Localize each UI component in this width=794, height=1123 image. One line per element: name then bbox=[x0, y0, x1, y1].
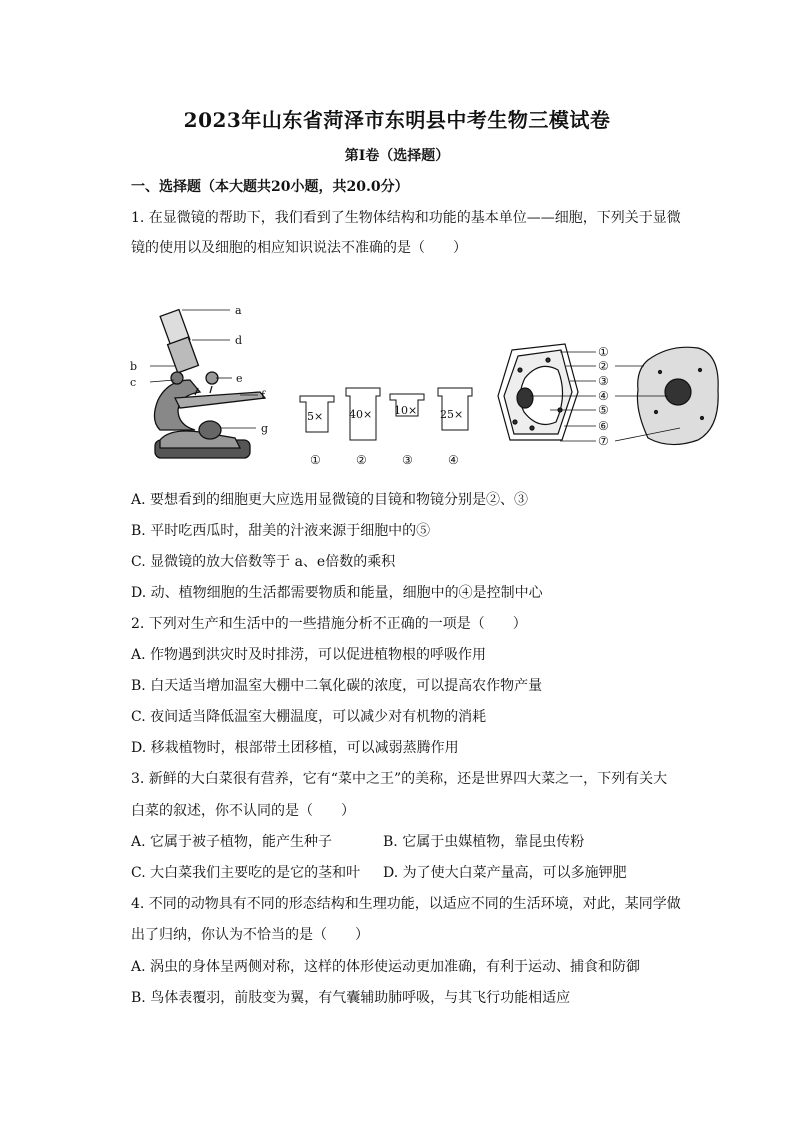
q3-stem-line1: 3. 新鲜的大白菜很有营养，它有“菜中之王”的美称，还是世界四大菜之一，下列有关大 bbox=[131, 771, 668, 787]
exam-title: 2023年山东省菏泽市东明县中考生物三模试卷 bbox=[183, 108, 611, 132]
svg-text:①: ① bbox=[310, 453, 321, 467]
microscope-label-f: f bbox=[261, 389, 266, 402]
animal-cell-illustration bbox=[615, 347, 718, 444]
lens-3 bbox=[390, 394, 424, 467]
q1-figure bbox=[120, 300, 740, 470]
lens-2 bbox=[346, 388, 380, 467]
q4-stem-line1: 4. 不同的动物具有不同的形态结构和生理功能，以适应不同的生活环境，对此，某同学做 bbox=[131, 896, 681, 912]
microscope-label-c: c bbox=[130, 376, 137, 389]
q3-option-a: A. 它属于被子植物，能产生种子 bbox=[131, 834, 333, 850]
microscope-illustration bbox=[154, 310, 265, 458]
microscope-label-d: d bbox=[235, 334, 243, 347]
cell-label-1: ① bbox=[598, 345, 609, 359]
q1-option-b: B. 平时吃西瓜时，甜美的汁液来源于细胞中的⑤ bbox=[131, 523, 431, 539]
q1-stem-line2: 镜的使用以及细胞的相应知识说法不准确的是（ ） bbox=[131, 240, 467, 256]
cell-label-4: ④ bbox=[598, 389, 609, 403]
cell-label-2: ② bbox=[598, 359, 609, 373]
q2-option-a: A. 作物遇到洪灾时及时排涝，可以促进植物根的呼吸作用 bbox=[131, 647, 487, 663]
q3-option-b: B. 它属于虫媒植物，靠昆虫传粉 bbox=[383, 834, 585, 850]
microscope-label-b: b bbox=[130, 360, 138, 373]
svg-text:④: ④ bbox=[448, 453, 459, 467]
cell-label-7: ⑦ bbox=[598, 434, 609, 448]
microscope-label-a: a bbox=[235, 304, 242, 317]
microscope-label-g: g bbox=[261, 422, 269, 435]
q4-stem-line2: 出了归纳，你认为不恰当的是（ ） bbox=[131, 927, 369, 943]
q3-option-c: C. 大白菜我们主要吃的是它的茎和叶 bbox=[131, 865, 361, 881]
svg-text:②: ② bbox=[356, 453, 367, 467]
section-heading: 一、选择题（本大题共20小题，共20.0分） bbox=[131, 179, 409, 195]
q3-stem-line2: 白菜的叙述，你不认同的是（ ） bbox=[131, 803, 355, 819]
cell-label-3: ③ bbox=[598, 374, 609, 388]
cell-label-6: ⑥ bbox=[598, 419, 609, 433]
svg-text:40×: 40× bbox=[349, 408, 373, 421]
lens-1 bbox=[300, 396, 334, 467]
q4-option-a: A. 涡虫的身体呈两侧对称，这样的体形使运动更加准确，有利于运动、捕食和防御 bbox=[131, 959, 641, 975]
cell-label-5: ⑤ bbox=[598, 403, 609, 417]
svg-text:③: ③ bbox=[402, 453, 413, 467]
lens-4 bbox=[438, 388, 472, 467]
q2-option-b: B. 白天适当增加温室大棚中二氧化碳的浓度，可以提高农作物产量 bbox=[131, 678, 543, 694]
q2-stem: 2. 下列对生产和生活中的一些措施分析不正确的一项是（ ） bbox=[131, 616, 527, 632]
part-heading: 第I卷（选择题） bbox=[344, 148, 450, 164]
svg-text:5×: 5× bbox=[307, 410, 324, 423]
q1-option-c: C. 显微镜的放大倍数等于 a、e倍数的乘积 bbox=[131, 554, 396, 570]
q2-option-c: C. 夜间适当降低温室大棚温度，可以减少对有机物的消耗 bbox=[131, 709, 487, 725]
q1-stem-line1: 1. 在显微镜的帮助下，我们看到了生物体结构和功能的基本单位——细胞，下列关于显微 bbox=[131, 210, 681, 226]
microscope-label-e: e bbox=[236, 372, 243, 385]
q2-option-d: D. 移栽植物时，根部带土团移植，可以减弱蒸腾作用 bbox=[131, 740, 459, 756]
svg-text:10×: 10× bbox=[394, 404, 418, 417]
q4-option-b: B. 鸟体表覆羽，前肢变为翼，有气囊辅助肺呼吸，与其飞行功能相适应 bbox=[131, 990, 571, 1006]
svg-text:25×: 25× bbox=[440, 408, 464, 421]
q1-option-a: A. 要想看到的细胞更大应选用显微镜的目镜和物镜分别是②、③ bbox=[131, 492, 529, 508]
q1-option-d: D. 动、植物细胞的生活都需要物质和能量，细胞中的④是控制中心 bbox=[131, 585, 543, 601]
q3-option-d: D. 为了使大白菜产量高，可以多施钾肥 bbox=[383, 865, 627, 881]
